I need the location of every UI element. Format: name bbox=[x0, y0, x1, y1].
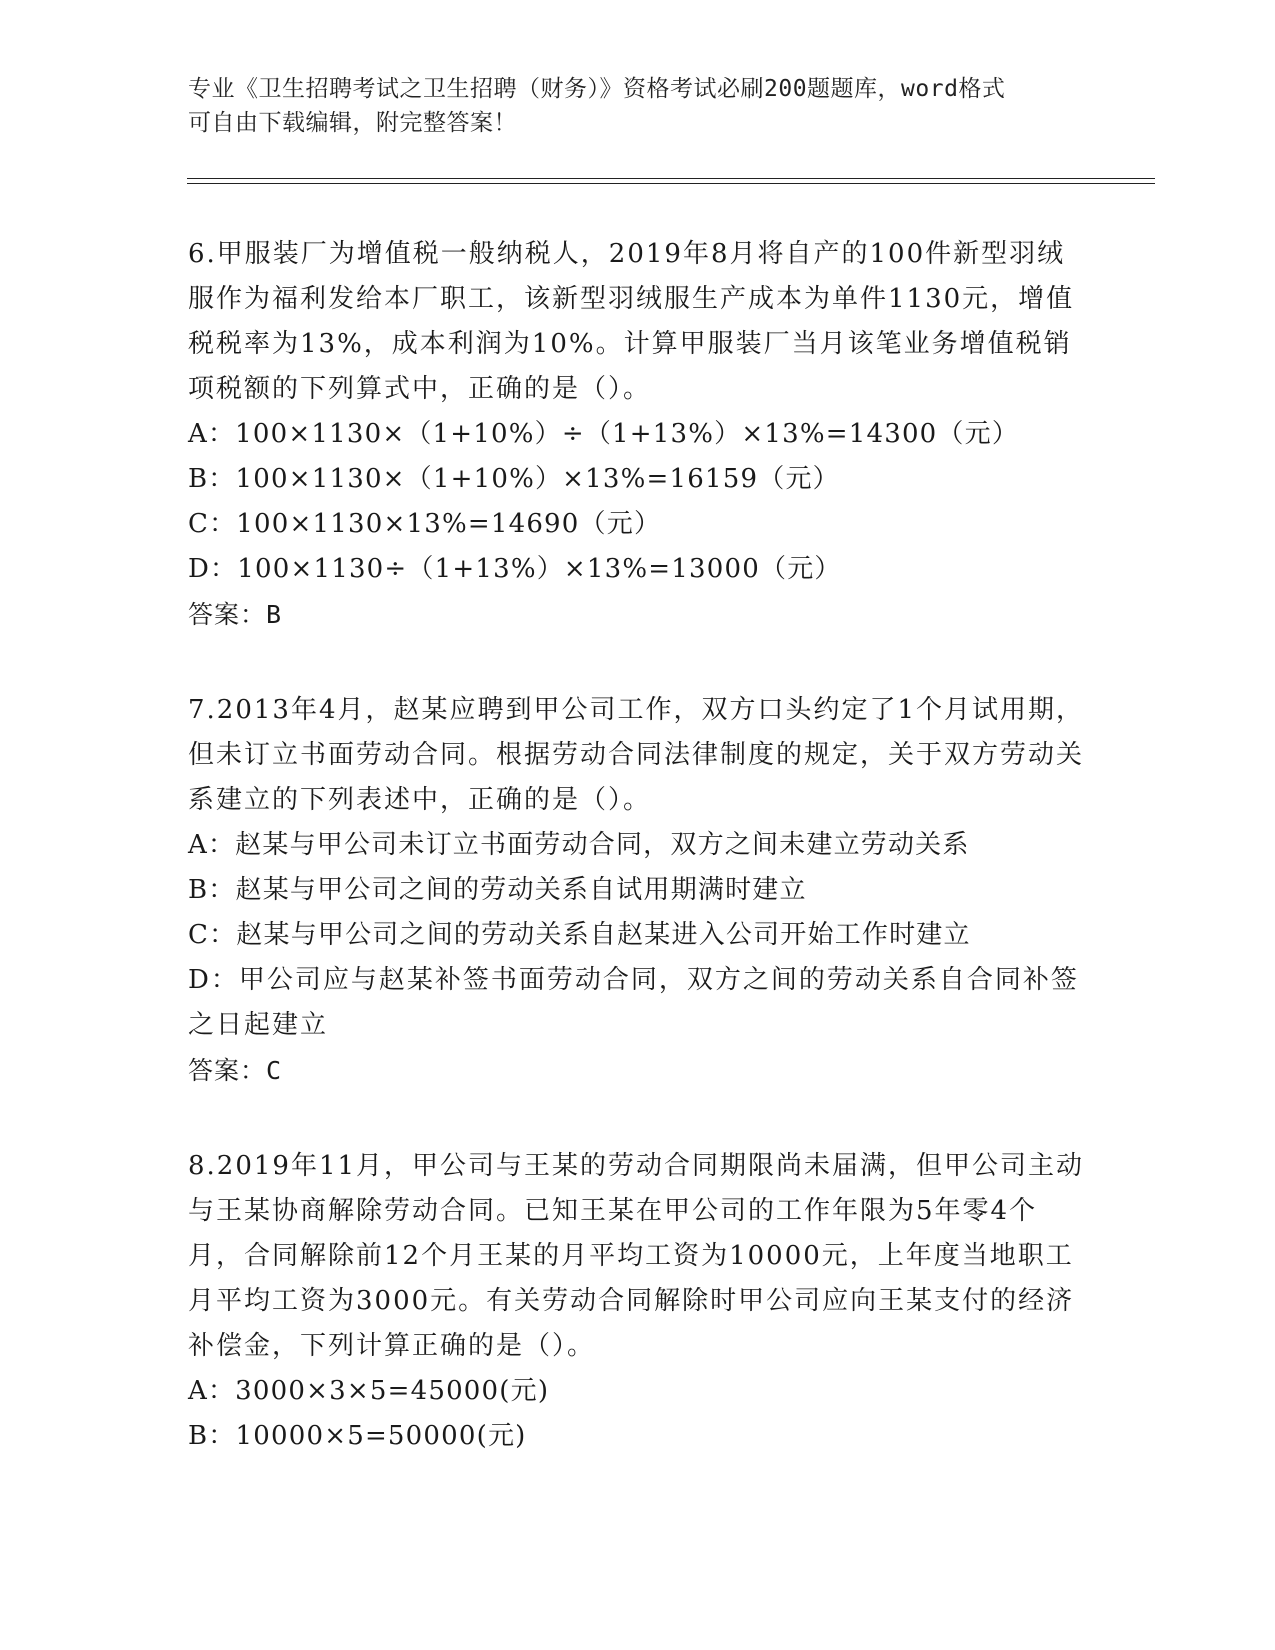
question-stem: 6.甲服装厂为增值税一般纳税人，2019年8月将自产的100件新型羽绒服作为福利发给本厂职工，该新型羽绒服生产成本为单件1130元，增值税税率为13%，成本利润为10%。计算甲服装厂当月该笔业务增值税销项税额的下列算式中，正确的是（）。 bbox=[188, 239, 1075, 404]
question-8 bbox=[188, 1144, 1088, 1459]
option-a: A：赵某与甲公司未订立书面劳动合同，双方之间未建立劳动关系 bbox=[188, 830, 970, 860]
option-b: B：100×1130×（1+10%）×13%=16159（元） bbox=[188, 464, 840, 494]
option-c: C：100×1130×13%=14690（元） bbox=[188, 509, 662, 539]
question-6 bbox=[188, 232, 1088, 638]
option-c: C：赵某与甲公司之间的劳动关系自赵某进入公司开始工作时建立 bbox=[188, 920, 971, 950]
answer: 答案：B bbox=[188, 600, 283, 629]
header-divider-bottom bbox=[187, 183, 1155, 184]
question-7 bbox=[188, 688, 1088, 1094]
answer: 答案：C bbox=[188, 1056, 283, 1085]
option-a: A：3000×3×5=45000(元) bbox=[188, 1376, 550, 1406]
option-a: A：100×1130×（1+10%）÷（1+13%）×13%=14300（元） bbox=[188, 419, 1020, 449]
document-header bbox=[188, 72, 1068, 140]
question-stem: 8.2019年11月，甲公司与王某的劳动合同期限尚未届满，但甲公司主动与王某协商解除劳动合同。已知王某在甲公司的工作年限为5年零4个月，合同解除前12个月王某的月平均工资为10000元，上年度当地职工月平均工资为3000元。有关劳动合同解除时甲公司应向王某支付的经济补偿金，下列计算正确的是（）。 bbox=[188, 1151, 1085, 1361]
question-stem: 7.2013年4月，赵某应聘到甲公司工作，双方口头约定了1个月试用期，但未订立书面劳动合同。根据劳动合同法律制度的规定，关于双方劳动关系建立的下列表述中，正确的是（）。 bbox=[188, 695, 1085, 815]
option-d: D：100×1130÷（1+13%）×13%=13000（元） bbox=[188, 554, 842, 584]
option-b: B：10000×5=50000(元) bbox=[188, 1421, 527, 1451]
header-line-2: 可自由下载编辑，附完整答案！ bbox=[188, 110, 517, 136]
header-divider-top bbox=[187, 178, 1155, 179]
header-line-1: 专业《卫生招聘考试之卫生招聘（财务）》资格考试必刷200题题库，word格式 bbox=[188, 76, 1006, 102]
option-d: D：甲公司应与赵某补签书面劳动合同，双方之间的劳动关系自合同补签之日起建立 bbox=[188, 965, 1079, 1040]
option-b: B：赵某与甲公司之间的劳动关系自试用期满时建立 bbox=[188, 875, 807, 905]
